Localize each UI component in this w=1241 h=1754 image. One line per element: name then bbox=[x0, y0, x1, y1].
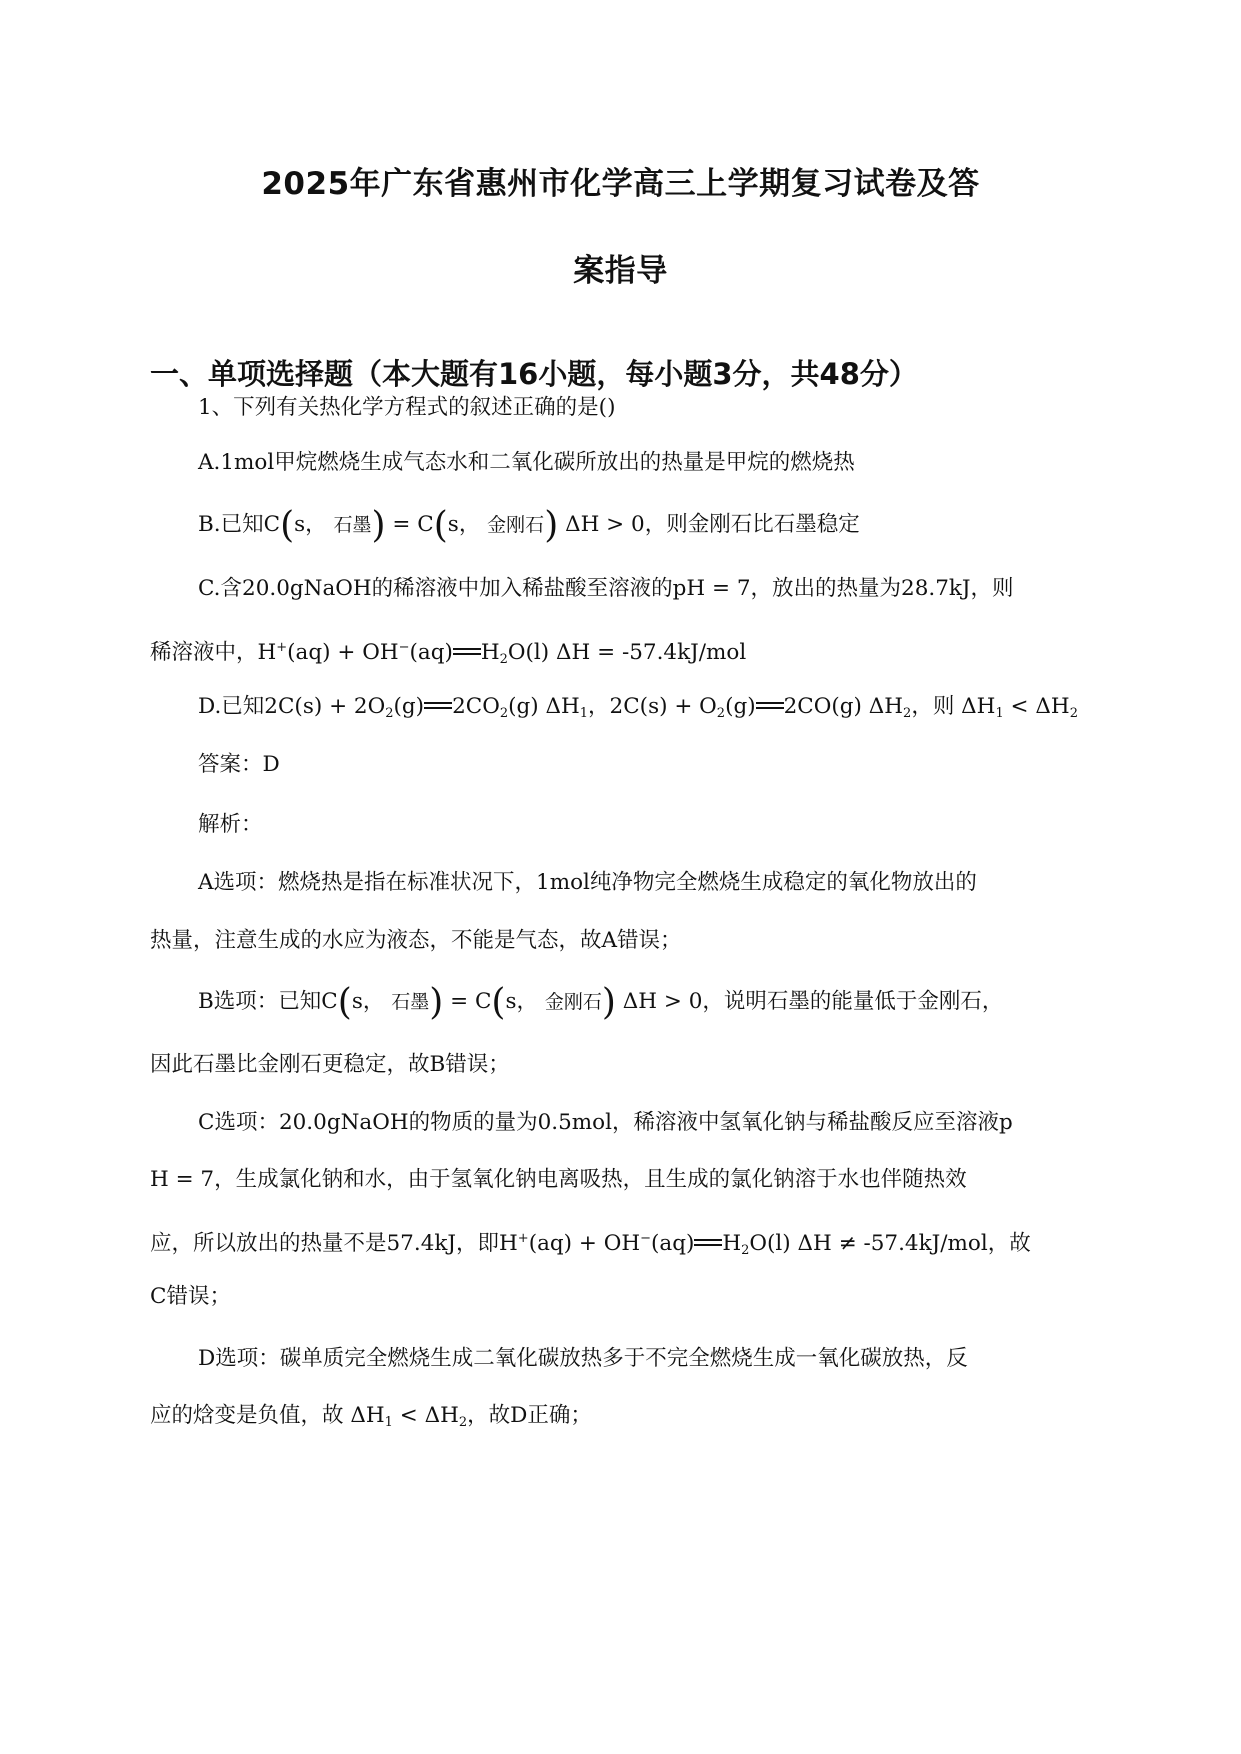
option-b-conclusion: ΔH > 0，则金刚石比石墨稳定 bbox=[558, 512, 860, 537]
ac-a: 应，所以放出的热量不是57.4kJ，即H bbox=[150, 1231, 518, 1256]
option-b bbox=[198, 505, 860, 546]
analysis-d-line-1: D选项：碳单质完全燃烧生成二氧化碳放热多于不完全燃烧生成一氧化碳放热，反 bbox=[198, 1346, 968, 1371]
analysis-c-line-4: C错误； bbox=[150, 1284, 231, 1309]
analysis-d-line-2 bbox=[150, 1401, 592, 1438]
subscript-1: 1 bbox=[995, 706, 1004, 721]
state-solid: s， bbox=[351, 989, 385, 1014]
ad-b: < ΔH bbox=[392, 1403, 459, 1428]
subscript-2: 2 bbox=[385, 706, 394, 721]
oc-part-d: H bbox=[480, 640, 500, 665]
od-g: 2CO(g) ΔH bbox=[783, 694, 904, 719]
equal-arrow-icon bbox=[756, 702, 784, 709]
section-heading: 一、单项选择题（本大题有16小题，每小题3分，共48分） bbox=[150, 357, 918, 391]
paren-open-2: ( bbox=[433, 505, 448, 546]
option-c-line-2 bbox=[150, 633, 746, 675]
ab-suffix: ΔH > 0，说明石墨的能量低于金刚石， bbox=[615, 989, 1004, 1014]
paren-close: ) bbox=[429, 982, 444, 1023]
superscript-minus: − bbox=[398, 640, 410, 655]
option-b-prefix: B.已知C bbox=[198, 512, 281, 537]
graphite-label: 石墨 bbox=[333, 514, 372, 536]
equals-c: = C bbox=[385, 512, 434, 537]
analysis-c-line-2: H = 7，生成氯化钠和水，由于氢氧化钠电离吸热，且生成的氯化钠溶于水也伴随热效 bbox=[150, 1167, 967, 1192]
subscript-2: 2 bbox=[903, 706, 912, 721]
oc-part-a: 稀溶液中，H bbox=[150, 640, 277, 665]
equals-c: = C bbox=[443, 989, 492, 1014]
od-c: 2CO bbox=[452, 694, 500, 719]
option-d bbox=[198, 692, 1078, 729]
subscript-2: 2 bbox=[1069, 706, 1078, 721]
ab-prefix: B选项：已知C bbox=[198, 989, 338, 1014]
graphite-label: 石墨 bbox=[391, 991, 430, 1013]
question-stem: 1、下列有关热化学方程式的叙述正确的是() bbox=[198, 395, 616, 420]
equal-arrow-icon bbox=[424, 702, 452, 709]
ac-b: (aq) + OH bbox=[528, 1231, 641, 1256]
od-d: (g) ΔH bbox=[508, 694, 580, 719]
od-a: D.已知2C(s) + 2O bbox=[198, 694, 386, 719]
analysis-a-line-2: 热量，注意生成的水应为液态，不能是气态，故A错误； bbox=[150, 928, 682, 953]
paren-open: ( bbox=[280, 505, 295, 546]
state-solid: s， bbox=[294, 512, 327, 537]
subscript-2: 2 bbox=[716, 706, 726, 721]
equal-arrow-icon bbox=[453, 648, 481, 655]
oc-part-c: (aq) bbox=[409, 640, 453, 665]
analysis-b-line-2: 因此石墨比金刚石更稳定，故B错误； bbox=[150, 1052, 510, 1077]
answer-line: 答案：D bbox=[198, 752, 280, 777]
od-i: < ΔH bbox=[1003, 694, 1070, 719]
ad-a: 应的焓变是负值，故 ΔH bbox=[150, 1403, 385, 1428]
ac-c: (aq) bbox=[651, 1231, 695, 1256]
paren-close-2: ) bbox=[544, 505, 559, 546]
ac-e: O(l) ΔH ≠ -57.4kJ/mol，故 bbox=[749, 1231, 1031, 1256]
paren-close: ) bbox=[371, 505, 386, 546]
oc-part-e: O(l) ΔH = -57.4kJ/mol bbox=[507, 640, 747, 665]
state-solid-2: s， bbox=[447, 512, 481, 537]
subscript-1: 1 bbox=[384, 1415, 393, 1430]
diamond-label: 金刚石 bbox=[487, 514, 545, 536]
od-b: (g) bbox=[393, 694, 425, 719]
analysis-label: 解析： bbox=[198, 812, 263, 837]
state-solid-2: s， bbox=[505, 989, 538, 1014]
option-a: A.1mol甲烷燃烧生成气态水和二氧化碳所放出的热量是甲烷的燃烧热 bbox=[198, 450, 855, 475]
subscript-2: 2 bbox=[499, 652, 508, 667]
equal-arrow-icon bbox=[694, 1239, 722, 1246]
ac-d: H bbox=[722, 1231, 742, 1256]
superscript-plus: + bbox=[276, 640, 288, 655]
option-c-line-1: C.含20.0gNaOH的稀溶液中加入稀盐酸至溶液的pH = 7，放出的热量为28.7kJ，则 bbox=[198, 576, 1014, 601]
od-e: ，2C(s) + O bbox=[588, 694, 717, 719]
document-title-line-2: 案指导 bbox=[573, 253, 668, 289]
paren-open: ( bbox=[337, 982, 352, 1023]
superscript-plus: + bbox=[517, 1231, 529, 1246]
analysis-c-line-3 bbox=[150, 1224, 1031, 1266]
subscript-1: 1 bbox=[579, 706, 589, 721]
document-title-line-1: 2025年广东省惠州市化学高三上学期复习试卷及答 bbox=[261, 166, 980, 202]
subscript-2: 2 bbox=[499, 706, 509, 721]
analysis-c-line-1: C选项：20.0gNaOH的物质的量为0.5mol，稀溶液中氢氧化钠与稀盐酸反应至溶液p bbox=[198, 1110, 1013, 1135]
paren-close-2: ) bbox=[601, 982, 616, 1023]
subscript-2: 2 bbox=[458, 1415, 468, 1430]
diamond-label: 金刚石 bbox=[544, 991, 602, 1013]
od-f: (g) bbox=[725, 694, 756, 719]
od-h: ，则 ΔH bbox=[911, 694, 996, 719]
analysis-b-line-1 bbox=[198, 982, 1004, 1023]
oc-part-b: (aq) + OH bbox=[287, 640, 399, 665]
paren-open-2: ( bbox=[491, 982, 506, 1023]
superscript-minus: − bbox=[640, 1231, 652, 1246]
subscript-2: 2 bbox=[741, 1243, 750, 1258]
ad-c: ，故D正确； bbox=[467, 1403, 592, 1428]
analysis-a-line-1: A选项：燃烧热是指在标准状况下，1mol纯净物完全燃烧生成稳定的氧化物放出的 bbox=[198, 870, 977, 895]
